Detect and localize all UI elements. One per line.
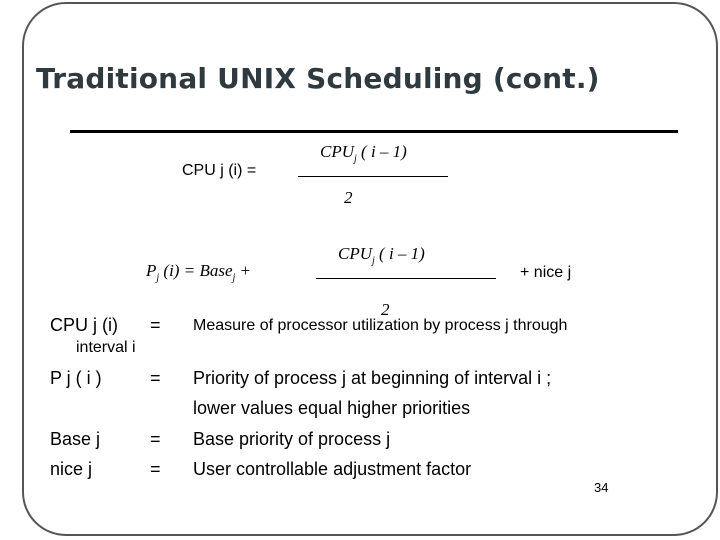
formula1-numerator-sub: j	[354, 153, 357, 165]
def-desc-cpu: Measure of processor utilization by process j through	[193, 317, 568, 334]
formula2-fraction-bar	[316, 278, 496, 279]
title-underline	[70, 130, 678, 133]
def-cont-priority: lower values equal higher priorities	[193, 398, 471, 418]
formula2-lhs	[146, 261, 251, 283]
def-term-priority: P j ( i )	[50, 368, 102, 388]
formula1-denominator: 2	[344, 188, 353, 207]
formula2-lhs-main: P	[146, 261, 157, 280]
slide-title: Traditional UNIX Scheduling (cont.)	[36, 62, 600, 95]
def-term-cpu: CPU j (i)	[50, 315, 118, 335]
formula1-numerator-rest: ( i – 1)	[356, 142, 407, 161]
def-eq-cpu: =	[150, 315, 161, 335]
formula2-denominator: 2	[381, 300, 390, 319]
formula2-numerator-rest: ( i – 1)	[374, 244, 425, 263]
formula2-lhs-sub: j	[156, 272, 160, 284]
formula1-numerator-main: CPU	[320, 142, 354, 161]
def-eq-nice: =	[150, 459, 161, 479]
def-eq-base: =	[150, 429, 161, 449]
def-desc-priority: Priority of process j at beginning of interval i ;	[193, 368, 552, 388]
formula2-tail: + nice j	[520, 264, 572, 281]
def-eq-priority: =	[150, 368, 161, 388]
def-desc-base: Base priority of process j	[193, 429, 391, 449]
def-cont-cpu: interval i	[76, 339, 136, 356]
formula2-lhs-end: +	[235, 261, 251, 280]
formula2-lhs-mid: (i) = Base	[159, 261, 233, 280]
formula2-lhs-sub2: j	[232, 272, 236, 284]
formula2-numerator	[338, 244, 425, 266]
formula1-fraction-bar	[298, 176, 448, 177]
formula1-numerator	[320, 142, 407, 164]
formula2-numerator-main: CPU	[338, 244, 372, 263]
page-number: 34	[594, 480, 609, 495]
formula2-numerator-sub: j	[372, 255, 375, 267]
def-term-base: Base j	[50, 429, 101, 449]
def-term-nice: nice j	[50, 459, 93, 479]
def-desc-nice: User controllable adjustment factor	[193, 459, 472, 479]
formula1-lhs: CPU j (i) =	[182, 162, 257, 179]
